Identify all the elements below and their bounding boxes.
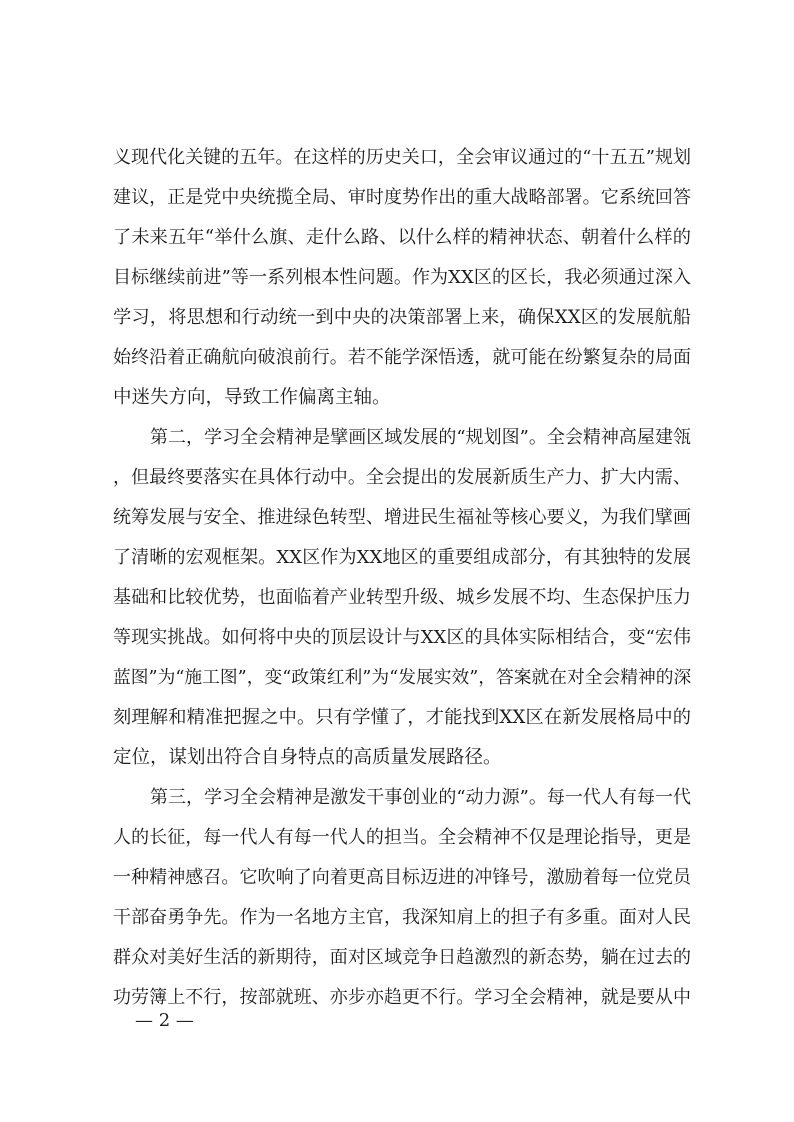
paragraph-first-line: 第二，学习全会精神是擘画区域发展的“规划图”。全会精神高屋建瓴 <box>150 427 691 448</box>
text-line: 了清晰的宏观框架。XX区作为XX地区的重要组成部分，有其独特的发展 <box>113 547 691 568</box>
text-line: 人的长征，每一代人有每一代人的担当。全会精神不仅是理论指导，更是 <box>113 827 691 848</box>
text-line: 蓝图”为“施工图”，变“政策红利”为“发展实效”，答案就在对全会精神的深 <box>113 668 691 688</box>
text-line: 中迷失方向，导致工作偏离主轴。 <box>113 387 391 408</box>
text-line: 统筹发展与安全、推进绿色转型、增进民生福祉等核心要义，为我们擘画 <box>113 507 691 528</box>
text-line: ，但最终要落实在具体行动中。全会提出的发展新质生产力、扩大内需、 <box>113 467 691 488</box>
text-line: 目标继续前进”等一系列根本性问题。作为XX区的区长，我必须通过深入 <box>113 267 691 288</box>
text-line: 一种精神感召。它吹响了向着更高目标迈进的冲锋号，激励着每一位党员 <box>113 867 691 888</box>
text-line: 基础和比较优势，也面临着产业转型升级、城乡发展不均、生态保护压力 <box>113 587 691 608</box>
text-line: 建议，正是党中央统揽全局、审时度势作出的重大战略部署。它系统回答 <box>113 187 691 208</box>
page-number: — 2 — <box>135 1010 194 1031</box>
text-line: 刻理解和精准把握之中。只有学懂了，才能找到XX区在新发展格局中的 <box>113 707 691 728</box>
text-line: 干部奋勇争先。作为一名地方主官，我深知肩上的担子有多重。面对人民 <box>113 907 691 928</box>
text-line: 了未来五年“举什么旗、走什么路、以什么样的精神状态、朝着什么样的 <box>113 227 691 248</box>
text-line: 学习，将思想和行动统一到中央的决策部署上来，确保XX区的发展航船 <box>113 307 691 328</box>
text-line: 等现实挑战。如何将中央的顶层设计与XX区的具体实际相结合，变“宏伟 <box>113 627 691 648</box>
body-text <box>113 138 691 1018</box>
text-line: 功劳簿上不行，按部就班、亦步亦趋更不行。学习全会精神，就是要从中 <box>113 987 691 1008</box>
paragraph-first-line: 第三，学习全会精神是激发干事创业的“动力源”。每一代人有每一代 <box>150 787 691 808</box>
text-line: 始终沿着正确航向破浪前行。若不能学深悟透，就可能在纷繁复杂的局面 <box>113 347 691 368</box>
text-line: 定位，谋划出符合自身特点的高质量发展路径。 <box>113 747 502 768</box>
text-line: 群众对美好生活的新期待，面对区域竞争日趋激烈的新态势，躺在过去的 <box>113 947 691 968</box>
text-line: 义现代化关键的五年。在这样的历史关口，全会审议通过的“十五五”规划 <box>113 147 691 168</box>
